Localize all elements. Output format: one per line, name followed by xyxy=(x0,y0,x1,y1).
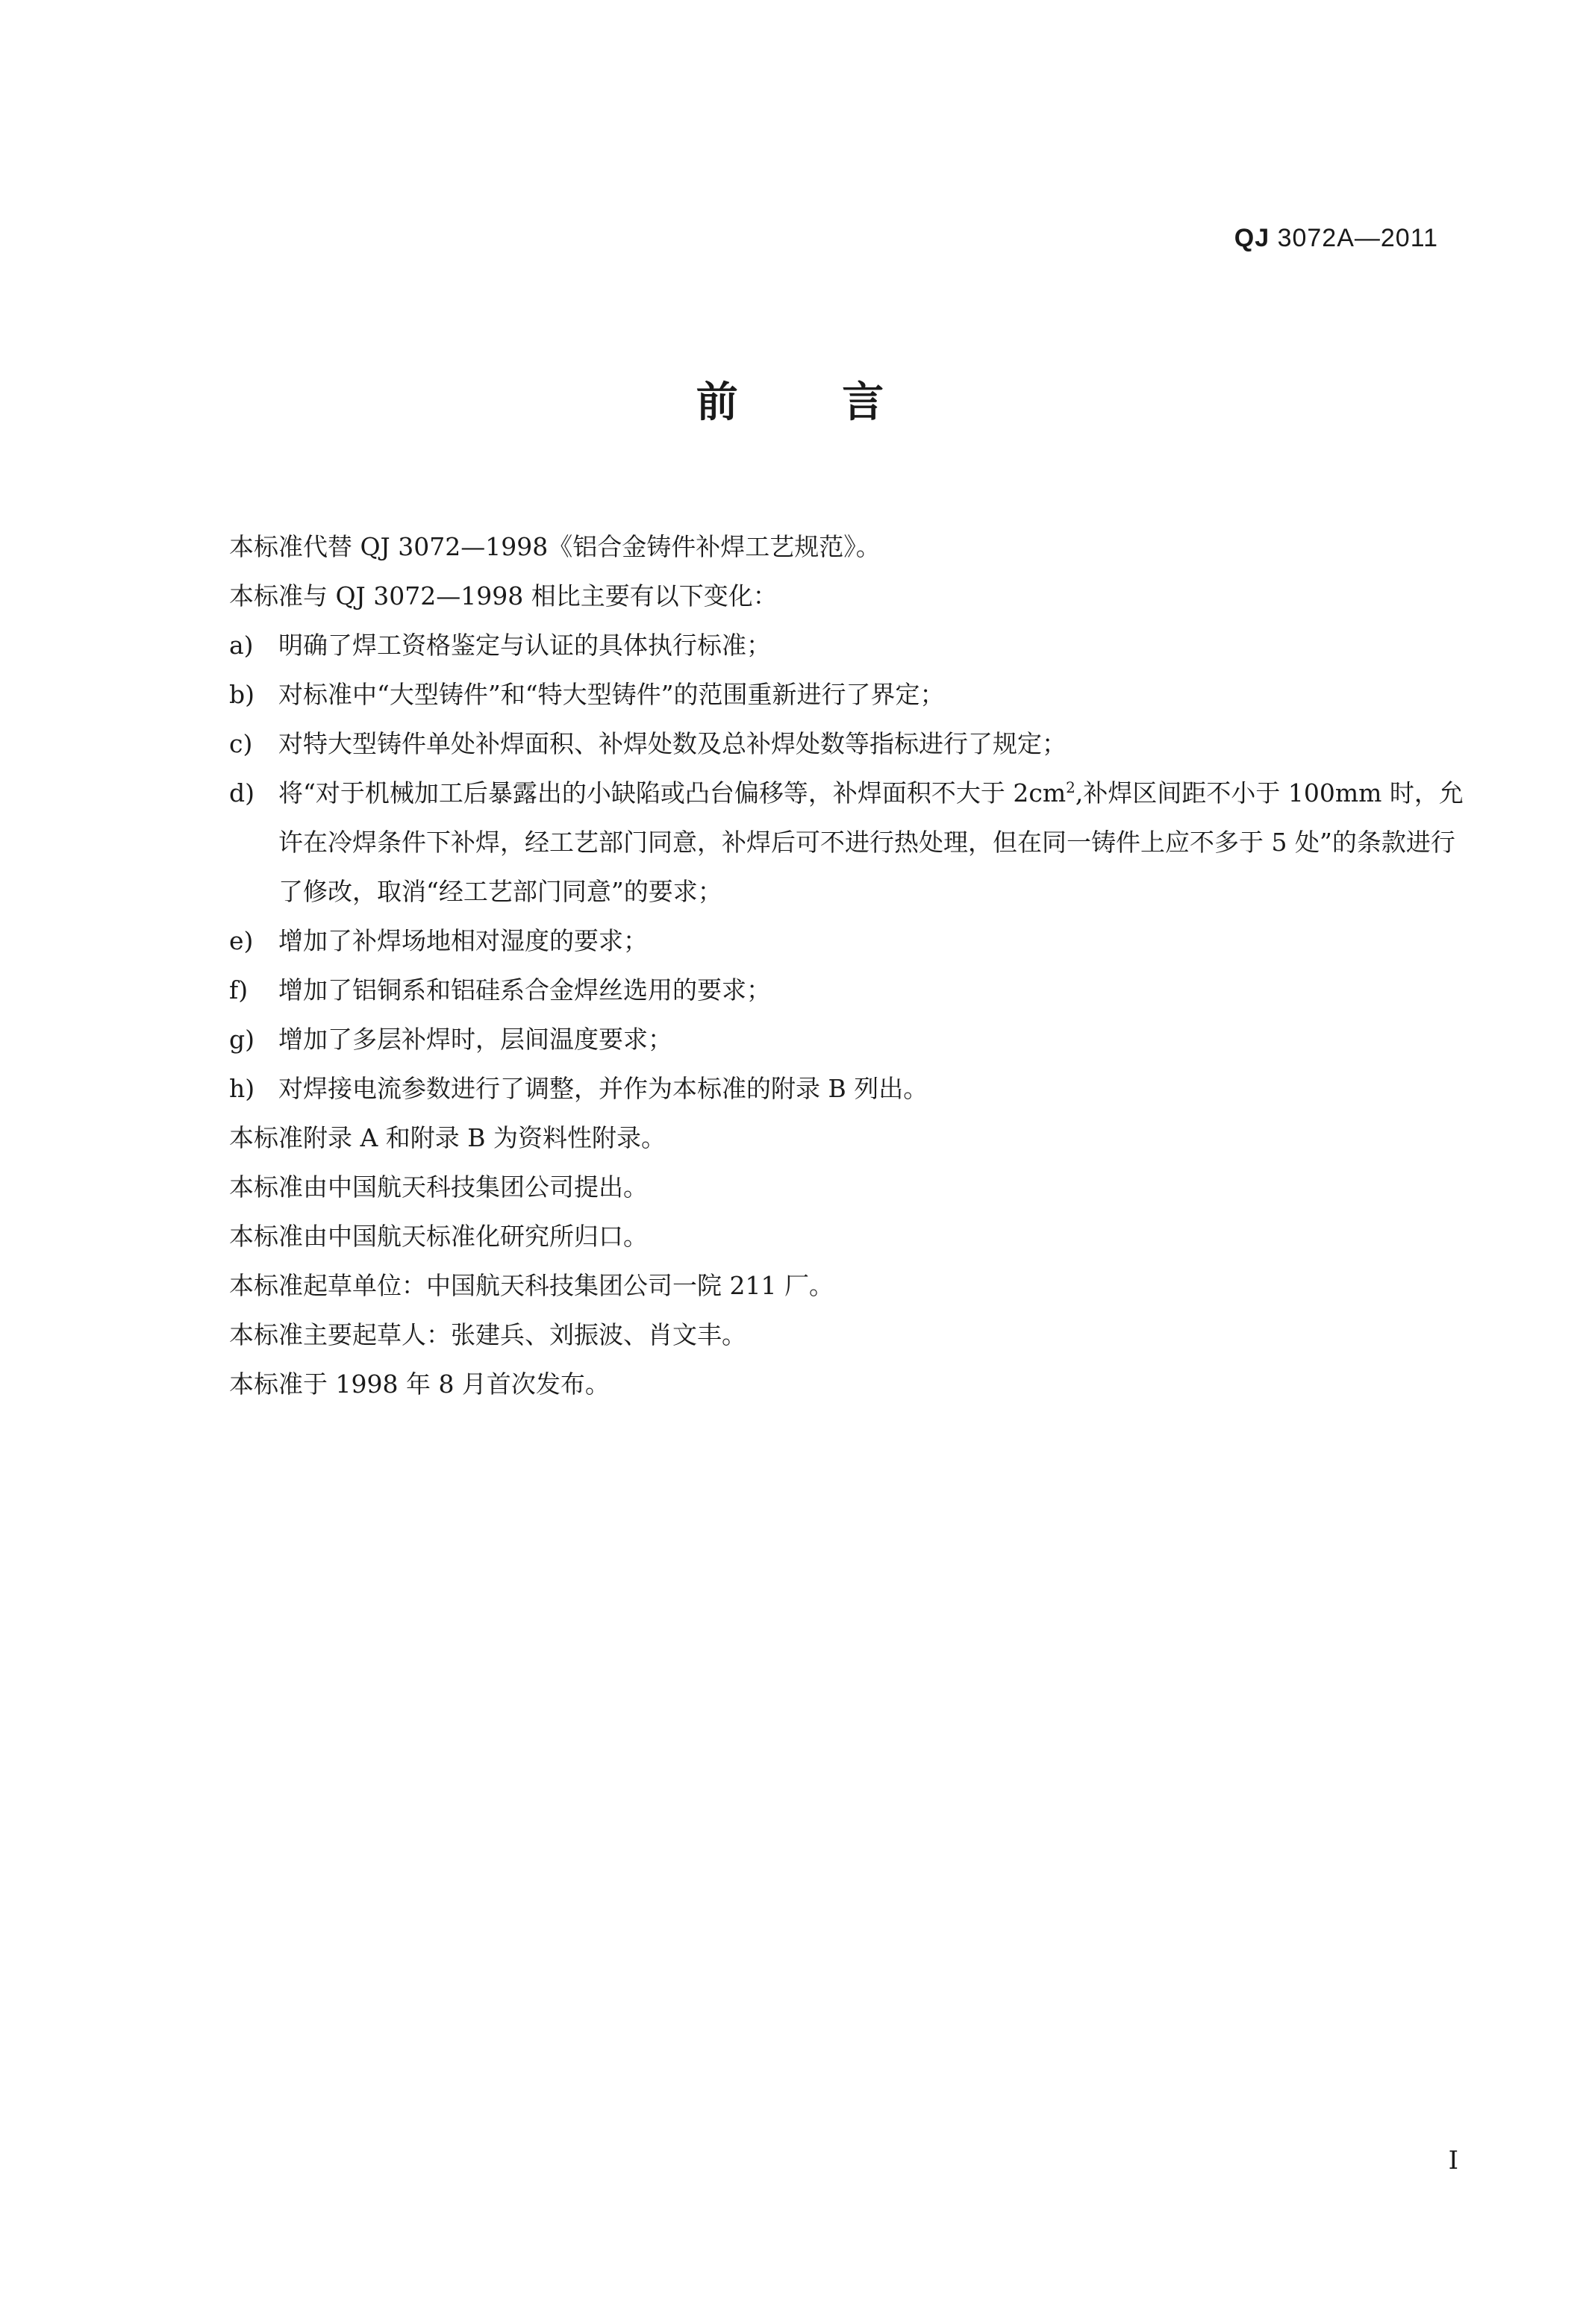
list-item-text: 增加了补焊场地相对湿度的要求； xyxy=(278,926,648,955)
change-item-h xyxy=(229,1064,1468,1113)
foreword-body xyxy=(229,522,1468,1409)
change-item-f xyxy=(229,966,1468,1015)
paragraph-drafters: 本标准主要起草人：张建兵、刘振波、肖文丰。 xyxy=(229,1320,746,1349)
list-item-text: 增加了多层补焊时，层间温度要求； xyxy=(278,1025,672,1054)
document-code xyxy=(1234,224,1438,253)
document-code-number: 3072A—2011 xyxy=(1277,224,1438,252)
list-item-text: 明确了焊工资格鉴定与认证的具体执行标准； xyxy=(278,631,771,660)
list-item-text xyxy=(278,769,1468,916)
list-item-text-part: ,补焊区间距不小于 100mm 时，允许在冷焊条件下补焊，经工艺部门同意，补焊后可不进行热处理，但在同一铸件上应不多于 5 处”的条款进行了修改，取消“经工艺部门同意”的要求； xyxy=(278,778,1464,906)
page-number: I xyxy=(1448,2146,1458,2175)
paragraph-proposed-by: 本标准由中国航天科技集团公司提出。 xyxy=(229,1172,648,1202)
list-marker: e) xyxy=(229,926,254,955)
list-item-text: 对焊接电流参数进行了调整，并作为本标准的附录 B 列出。 xyxy=(278,1074,928,1103)
list-item-text: 对标准中“大型铸件”和“特大型铸件”的范围重新进行了界定； xyxy=(278,680,945,709)
list-marker: d) xyxy=(229,778,255,808)
change-item-c xyxy=(229,719,1468,769)
paragraph-drafting-unit: 本标准起草单位：中国航天科技集团公司一院 211 厂。 xyxy=(229,1271,834,1300)
change-item-a xyxy=(229,621,1468,670)
paragraph-first-release: 本标准于 1998 年 8 月首次发布。 xyxy=(229,1369,610,1399)
document-code-prefix: QJ xyxy=(1234,224,1270,252)
change-item-e xyxy=(229,916,1468,966)
list-item-text: 增加了铝铜系和铝硅系合金焊丝选用的要求； xyxy=(278,975,771,1005)
list-item-text: 对特大型铸件单处补焊面积、补焊处数及总补焊处数等指标进行了规定； xyxy=(278,729,1067,758)
list-marker: h) xyxy=(229,1074,255,1103)
page-title: 前 言 xyxy=(696,378,929,427)
paragraph-appendix: 本标准附录 A 和附录 B 为资料性附录。 xyxy=(229,1123,666,1152)
change-item-g xyxy=(229,1015,1468,1064)
change-item-b xyxy=(229,670,1468,719)
change-item-d xyxy=(229,769,1468,916)
list-marker: a) xyxy=(229,631,254,660)
list-marker: b) xyxy=(229,680,255,709)
list-item-text-part: 将“对于机械加工后暴露出的小缺陷或凸台偏移等，补焊面积不大于 2cm xyxy=(278,778,1067,808)
paragraph-replaces: 本标准代替 QJ 3072—1998《铝合金铸件补焊工艺规范》。 xyxy=(229,532,881,561)
paragraph-centralized-by: 本标准由中国航天标准化研究所归口。 xyxy=(229,1222,648,1251)
paragraph-changes-intro: 本标准与 QJ 3072—1998 相比主要有以下变化： xyxy=(229,581,778,610)
list-marker: g) xyxy=(229,1025,255,1054)
superscript: 2 xyxy=(1066,778,1075,796)
list-marker: c) xyxy=(229,729,253,758)
list-marker: f) xyxy=(229,975,249,1005)
